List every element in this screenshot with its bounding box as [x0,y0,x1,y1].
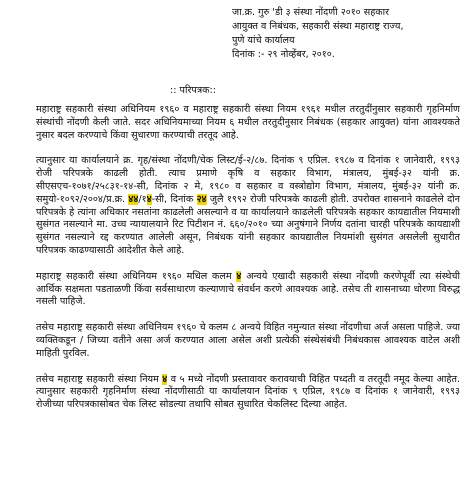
paragraph-2-text-c: -सी, दिनांक [151,193,197,205]
paragraph-2-text-a: त्यानुसार या कार्यालयाने क्र. गृह/संस्था नोंदणी/चेक लिस्ट/ई-२/८७. दिनांक ९ एप्रिल. १९८७ व दिनांक १ जानेवारी, १९९३ रोजी परिपत्रके काढली होती. त्याच प्रमाणे कृषि व सहकार विभाग, मंत्रालय, मुंबई-३२ यांनी क्र. सीएसएच-१०७१/२५८३१-१४-सी, दिनांक २ मे, १९८० व सहकार व वस्त्रोद्योग विभाग, मंत्रालय, मुंबई-३२ यांनी क्र. समुयो-१०९२/२००४/प्र.क्र. [36,155,460,205]
paragraph-2-text-b: /१ [138,193,147,205]
paragraph-2 [36,155,460,257]
paragraph-5 [36,374,460,412]
paragraph-2-text-d: जुलै १९९२ रोजी परिपत्रके काढली होती. उपरोक्त शासनाने काढलेले दोन परिपत्रके हे त्यांना अधिकार नसतांना काढलेली असल्याने व या कार्यालयाने काढलेली परिपत्रके सहकार कायद्यातील नियमाशी सुसंगत नसल्याने मा. उच्च न्यायालयाने रिट पिटीशन नं. ६६०/२०१० च्या अनुषंगाने निर्णय दतांना चारही परिपत्रके कायद्याशी सुसंगत नसल्याने रद्द करण्यात आलेली असून, निबंधक यांनी सहकार कायद्यातील नियमांशी सुसंगत असलेली सुधारीत परिपत्रक काढण्यासाठी आदेशीत केले आहे. [36,193,460,256]
paragraph-5-text-b: व ५ मध्ये नोंदणी प्रस्तावावर करावयाची विहित पध्दती व तरतूदी नमूद केल्या आहेत. त्यानुसार सहकारी गृहनिर्माण संस्था नोंदणीसाठी या कार्यालयान दिनांक ९ एप्रिल, १९८७ व दिनांक १ जानेवारी, १९९३ रोजीच्या परिपत्रकासोबत चेक लिस्ट सोडल्या तथापि सोबत सुधारित चेकलिस्ट दिल्या आहेत. [36,373,460,411]
paragraph-3-text-a: महाराष्ट्र सहकारी संस्था अधिनियम १९६० मधिल कलम [36,270,237,282]
highlighted-number: २४ [196,193,207,205]
letter-header [232,6,464,62]
highlighted-number: ४ [236,270,242,282]
highlighted-number: ४ [146,193,152,205]
document-subject: :: परिपत्रक:: [170,85,216,96]
highlighted-number: ४ [162,373,168,385]
reference-number: जा.क्र. गुरु 'डी ३ संस्था नोंदणी २०१० सहकार [232,7,390,18]
letter-date: दिनांक :- २९ नोव्हेंबर, २०१०. [232,49,335,60]
circular-body [36,104,460,425]
highlighted-number: ४४ [128,193,139,205]
paragraph-3-text-b: अन्वये एखादी सहकारी संस्था नोंदणी करणेपूर्वी त्या संस्थेची आर्थिक सक्षमता पडताळणी किंवा सर्वसाधारण कल्याणाचे संवर्धन करणे आवश्यक आहे. तसेच ती शासनाच्या धोरणा विरुद्ध नसली पाहिजे. [36,270,460,308]
paragraph-3 [36,271,460,309]
office-name-line2: पुणे यांचे कार्यालय [232,35,295,46]
paragraph-5-text-a: तसेच महाराष्ट्र सहकारी संस्था नियम [36,373,163,385]
paragraph-4: तसेच महाराष्ट्र सहकारी संस्था अधिनियम १९६० चे कलम ८ अन्वये विहित नमुन्यात संस्था नोंदणीचा अर्ज असला पाहिजे. ज्या व्यक्तिकडून / जिच्या वतीने असा अर्ज करण्यात आला असेल अशी प्रत्येकी संस्थेसंबंधी निबंधकास आवश्यक वाटेल अशी माहिती पुरविल. [36,322,460,359]
office-name-line1: आयुक्त व निबंधक, सहकारी संस्था महाराष्ट्र राज्य, [232,21,404,32]
paragraph-1: महाराष्ट्र सहकारी संस्था अधिनियम १९६० व महाराष्ट्र सहकारी संस्था नियम १९६१ मधील तरतुदींनुसार सहकारी गृहनिर्माण संस्थांची नोंदणी केली जाते. सदर अधिनियमाच्या नियम ६ मधील तरतुदीनुसार निबंधक (सहकार आयुक्त) यांना आवश्यकते नुसार बदल करण्याचे किंवा सुधारणा करण्याची तरतूद आहे. [36,104,460,141]
